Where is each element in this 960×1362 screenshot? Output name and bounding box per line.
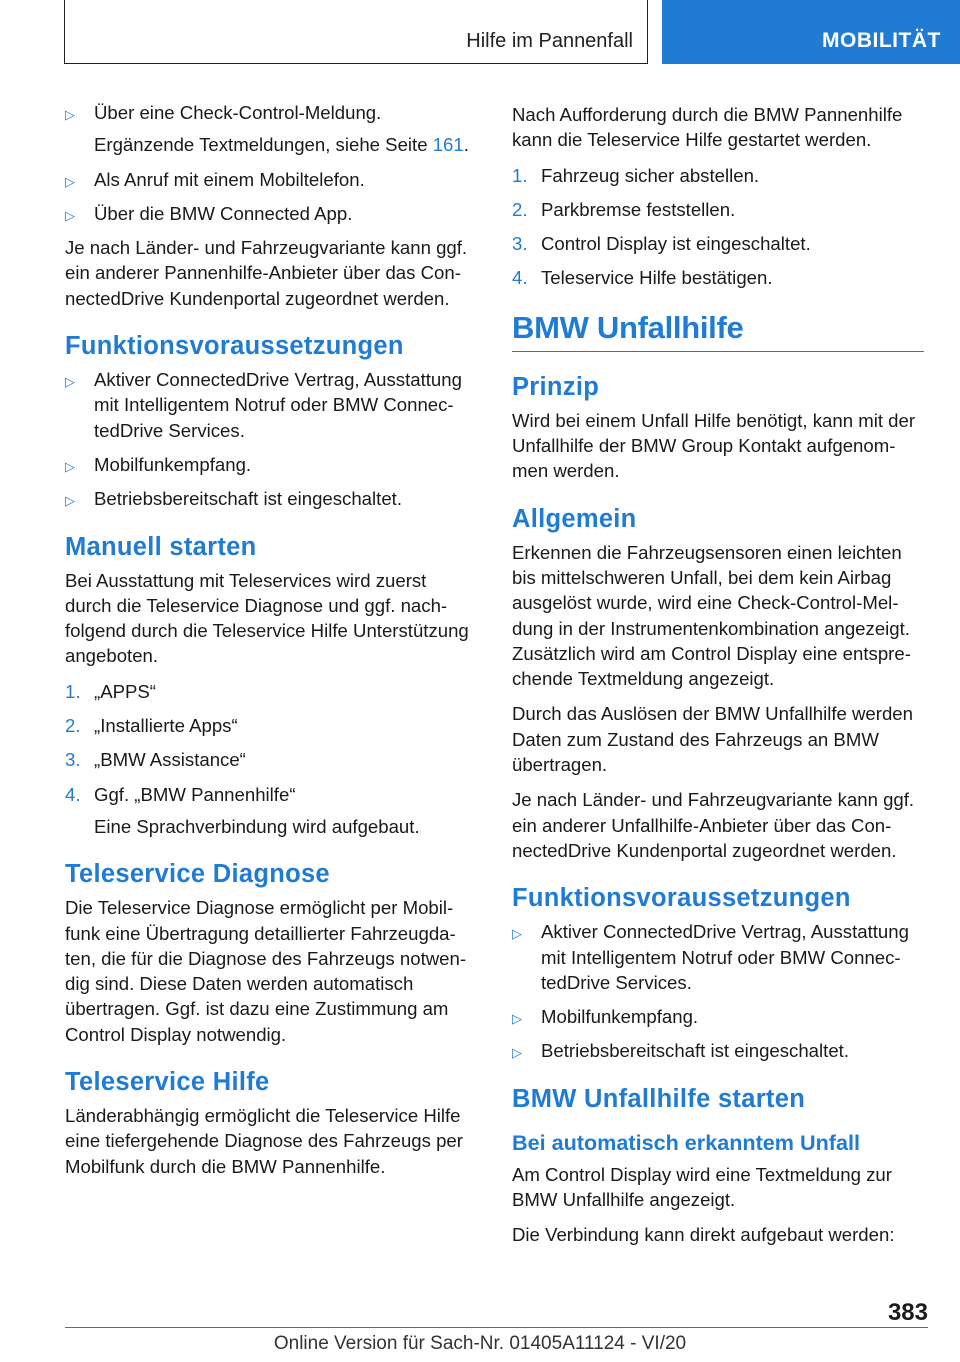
triangle-bullet-icon: ▷ <box>65 458 75 474</box>
footer-divider <box>65 1327 928 1328</box>
list-item: ▷ Aktiver ConnectedDrive Vertrag, Ausstattung mit Intelligentem Notruf oder BMW ConnectedDrive Services. <box>512 921 909 993</box>
heading-manuell-starten: Manuell starten <box>65 532 257 561</box>
list-item: ▷ Aktiver ConnectedDrive Vertrag, Ausstattung mit Intelligentem Notruf oder BMW ConnectedDrive Services. <box>65 369 462 441</box>
list-item: 3. Control Display ist eingeschaltet. <box>512 231 924 256</box>
right-column <box>512 102 924 1258</box>
list-item: ▷ Mobilfunkempfang. <box>65 452 477 477</box>
page-number: 383 <box>887 1299 928 1326</box>
teleservice-steps-list <box>512 163 924 291</box>
list-item: ▷ Als Anruf mit einem Mobiltelefon. <box>65 167 477 192</box>
triangle-bullet-icon: ▷ <box>65 207 75 223</box>
list-item: 2. „Installierte Apps“ <box>65 713 477 738</box>
heading-funktionsvoraussetzungen: Funktionsvoraussetzungen <box>512 884 851 913</box>
contact-methods-list <box>65 100 477 226</box>
page-reference-link[interactable]: 161 <box>432 134 464 156</box>
triangle-bullet-icon: ▷ <box>65 107 75 122</box>
paragraph: Die Teleservice Diagnose ermöglicht per Mobilfunk eine Übertragung detaillierter Fahrzeugdaten, die für die Diagnose des Fahrzeugs notwendig sind. Diese Daten werden automatisch übertragen. Ggf. ist dazu eine Zustimmung am Control Display notwendig. <box>65 897 467 1045</box>
manual-steps-list <box>65 679 477 839</box>
paragraph: Erkennen die Fahrzeugsensoren einen leichten bis mittelschweren Unfall, bei dem kein Airbag ausgelöst wurde, wird eine Check-Control-Meldung in der Instrumentenkombination angezeigt. Zusätzlich wird am Control Display eine entsprechende Textmeldung angezeigt. <box>512 541 911 690</box>
step-number: 4. <box>65 783 81 805</box>
list-item: ▷ Betriebsbereitschaft ist eingeschaltet. <box>65 486 477 511</box>
paragraph: Nach Aufforderung durch die BMW Pannenhilfe kann die Teleservice Hilfe gestartet werden. <box>512 104 903 151</box>
step-number: 1. <box>65 680 81 702</box>
step-number: 4. <box>512 267 528 289</box>
heading-prinzip: Prinzip <box>512 372 600 401</box>
header-section-box <box>64 0 648 64</box>
paragraph: Bei Ausstattung mit Teleservices wird zuerst durch die Teleservice Diagnose und ggf. nachfolgend durch die Teleservice Hilfe Unterstützung angeboten. <box>65 569 469 667</box>
list-item: 1. „APPS“ <box>65 679 477 704</box>
heading-teleservice-diagnose: Teleservice Diagnose <box>65 860 330 889</box>
list-item: 4. Ggf. „BMW Pannenhilfe“ Eine Sprachverbindung wird aufgebaut. <box>65 782 477 840</box>
heading-teleservice-hilfe: Teleservice Hilfe <box>65 1068 270 1097</box>
requirements-list <box>512 919 924 1063</box>
heading-allgemein: Allgemein <box>512 504 637 533</box>
chapter-tab: MOBILITÄT <box>662 0 960 64</box>
list-item: 4. Teleservice Hilfe bestätigen. <box>512 265 924 290</box>
paragraph: Länderabhängig ermöglicht die Teleservice Hilfe eine tiefergehende Diagnose des Fahrzeugs per Mobilfunk durch die BMW Pannenhilfe. <box>65 1105 463 1177</box>
paragraph: Durch das Auslösen der BMW Unfallhilfe werden Daten zum Zustand des Fahrzeugs an BMW übertragen. <box>512 703 913 776</box>
triangle-bullet-icon: ▷ <box>65 493 75 509</box>
list-item: ▷ Über die BMW Connected App. <box>65 201 477 226</box>
list-item: ▷ Betriebsbereitschaft ist eingeschaltet. <box>512 1038 924 1063</box>
step-number: 2. <box>65 715 81 737</box>
list-item: ▷ Über eine Check-Control-Meldung. Ergänzende Textmeldungen, siehe Seite 161. <box>65 100 477 158</box>
page-header <box>0 0 960 66</box>
paragraph: Je nach Länder- und Fahrzeugvariante kann ggf. ein anderer Pannenhilfe-Anbieter über das ConnectedDrive Kundenportal zugeordnet werden. <box>65 237 468 309</box>
paragraph: Die Verbindung kann direkt aufgebaut werden: <box>512 1224 895 1246</box>
heading-bmw-unfallhilfe-starten: BMW Unfallhilfe starten <box>512 1084 806 1113</box>
triangle-bullet-icon: ▷ <box>512 1045 522 1061</box>
heading-automatisch-erkannter-unfall: Bei automatisch erkanntem Unfall <box>512 1129 860 1155</box>
triangle-bullet-icon: ▷ <box>65 374 75 390</box>
list-item: ▷ Mobilfunkempfang. <box>512 1004 924 1029</box>
list-item-note: Eine Sprachverbindung wird aufgebaut. <box>94 815 420 837</box>
triangle-bullet-icon: ▷ <box>512 1011 522 1027</box>
step-number: 3. <box>512 233 528 255</box>
paragraph: Je nach Länder- und Fahrzeugvariante kann ggf. ein anderer Unfallhilfe-Anbieter über das ConnectedDrive Kundenportal zugeordnet werden. <box>512 789 915 861</box>
paragraph: Am Control Display wird eine Textmeldung zur BMW Unfallhilfe angezeigt. <box>512 1163 892 1211</box>
left-column <box>65 100 477 1189</box>
heading-funktionsvoraussetzungen: Funktionsvoraussetzungen <box>65 332 404 361</box>
section-title: Hilfe im Pannenfall <box>466 30 633 52</box>
paragraph: Wird bei einem Unfall Hilfe benötigt, kann mit der Unfallhilfe der BMW Group Kontakt aufgenommen werden. <box>512 409 916 482</box>
step-number: 1. <box>512 164 528 186</box>
requirements-list <box>65 367 477 511</box>
list-item-note: Ergänzende Textmeldungen, siehe Seite 161. <box>94 134 469 156</box>
triangle-bullet-icon: ▷ <box>65 173 75 189</box>
step-number: 2. <box>512 198 528 220</box>
heading-bmw-unfallhilfe: BMW Unfallhilfe <box>512 309 924 352</box>
list-item: 3. „BMW Assistance“ <box>65 747 477 772</box>
list-item: 2. Parkbremse feststellen. <box>512 197 924 222</box>
triangle-bullet-icon: ▷ <box>512 926 522 942</box>
footer-text: Online Version für Sach-Nr. 01405A11124 - VI/20 <box>273 1333 687 1354</box>
list-item: 1. Fahrzeug sicher abstellen. <box>512 163 924 188</box>
step-number: 3. <box>65 749 81 771</box>
